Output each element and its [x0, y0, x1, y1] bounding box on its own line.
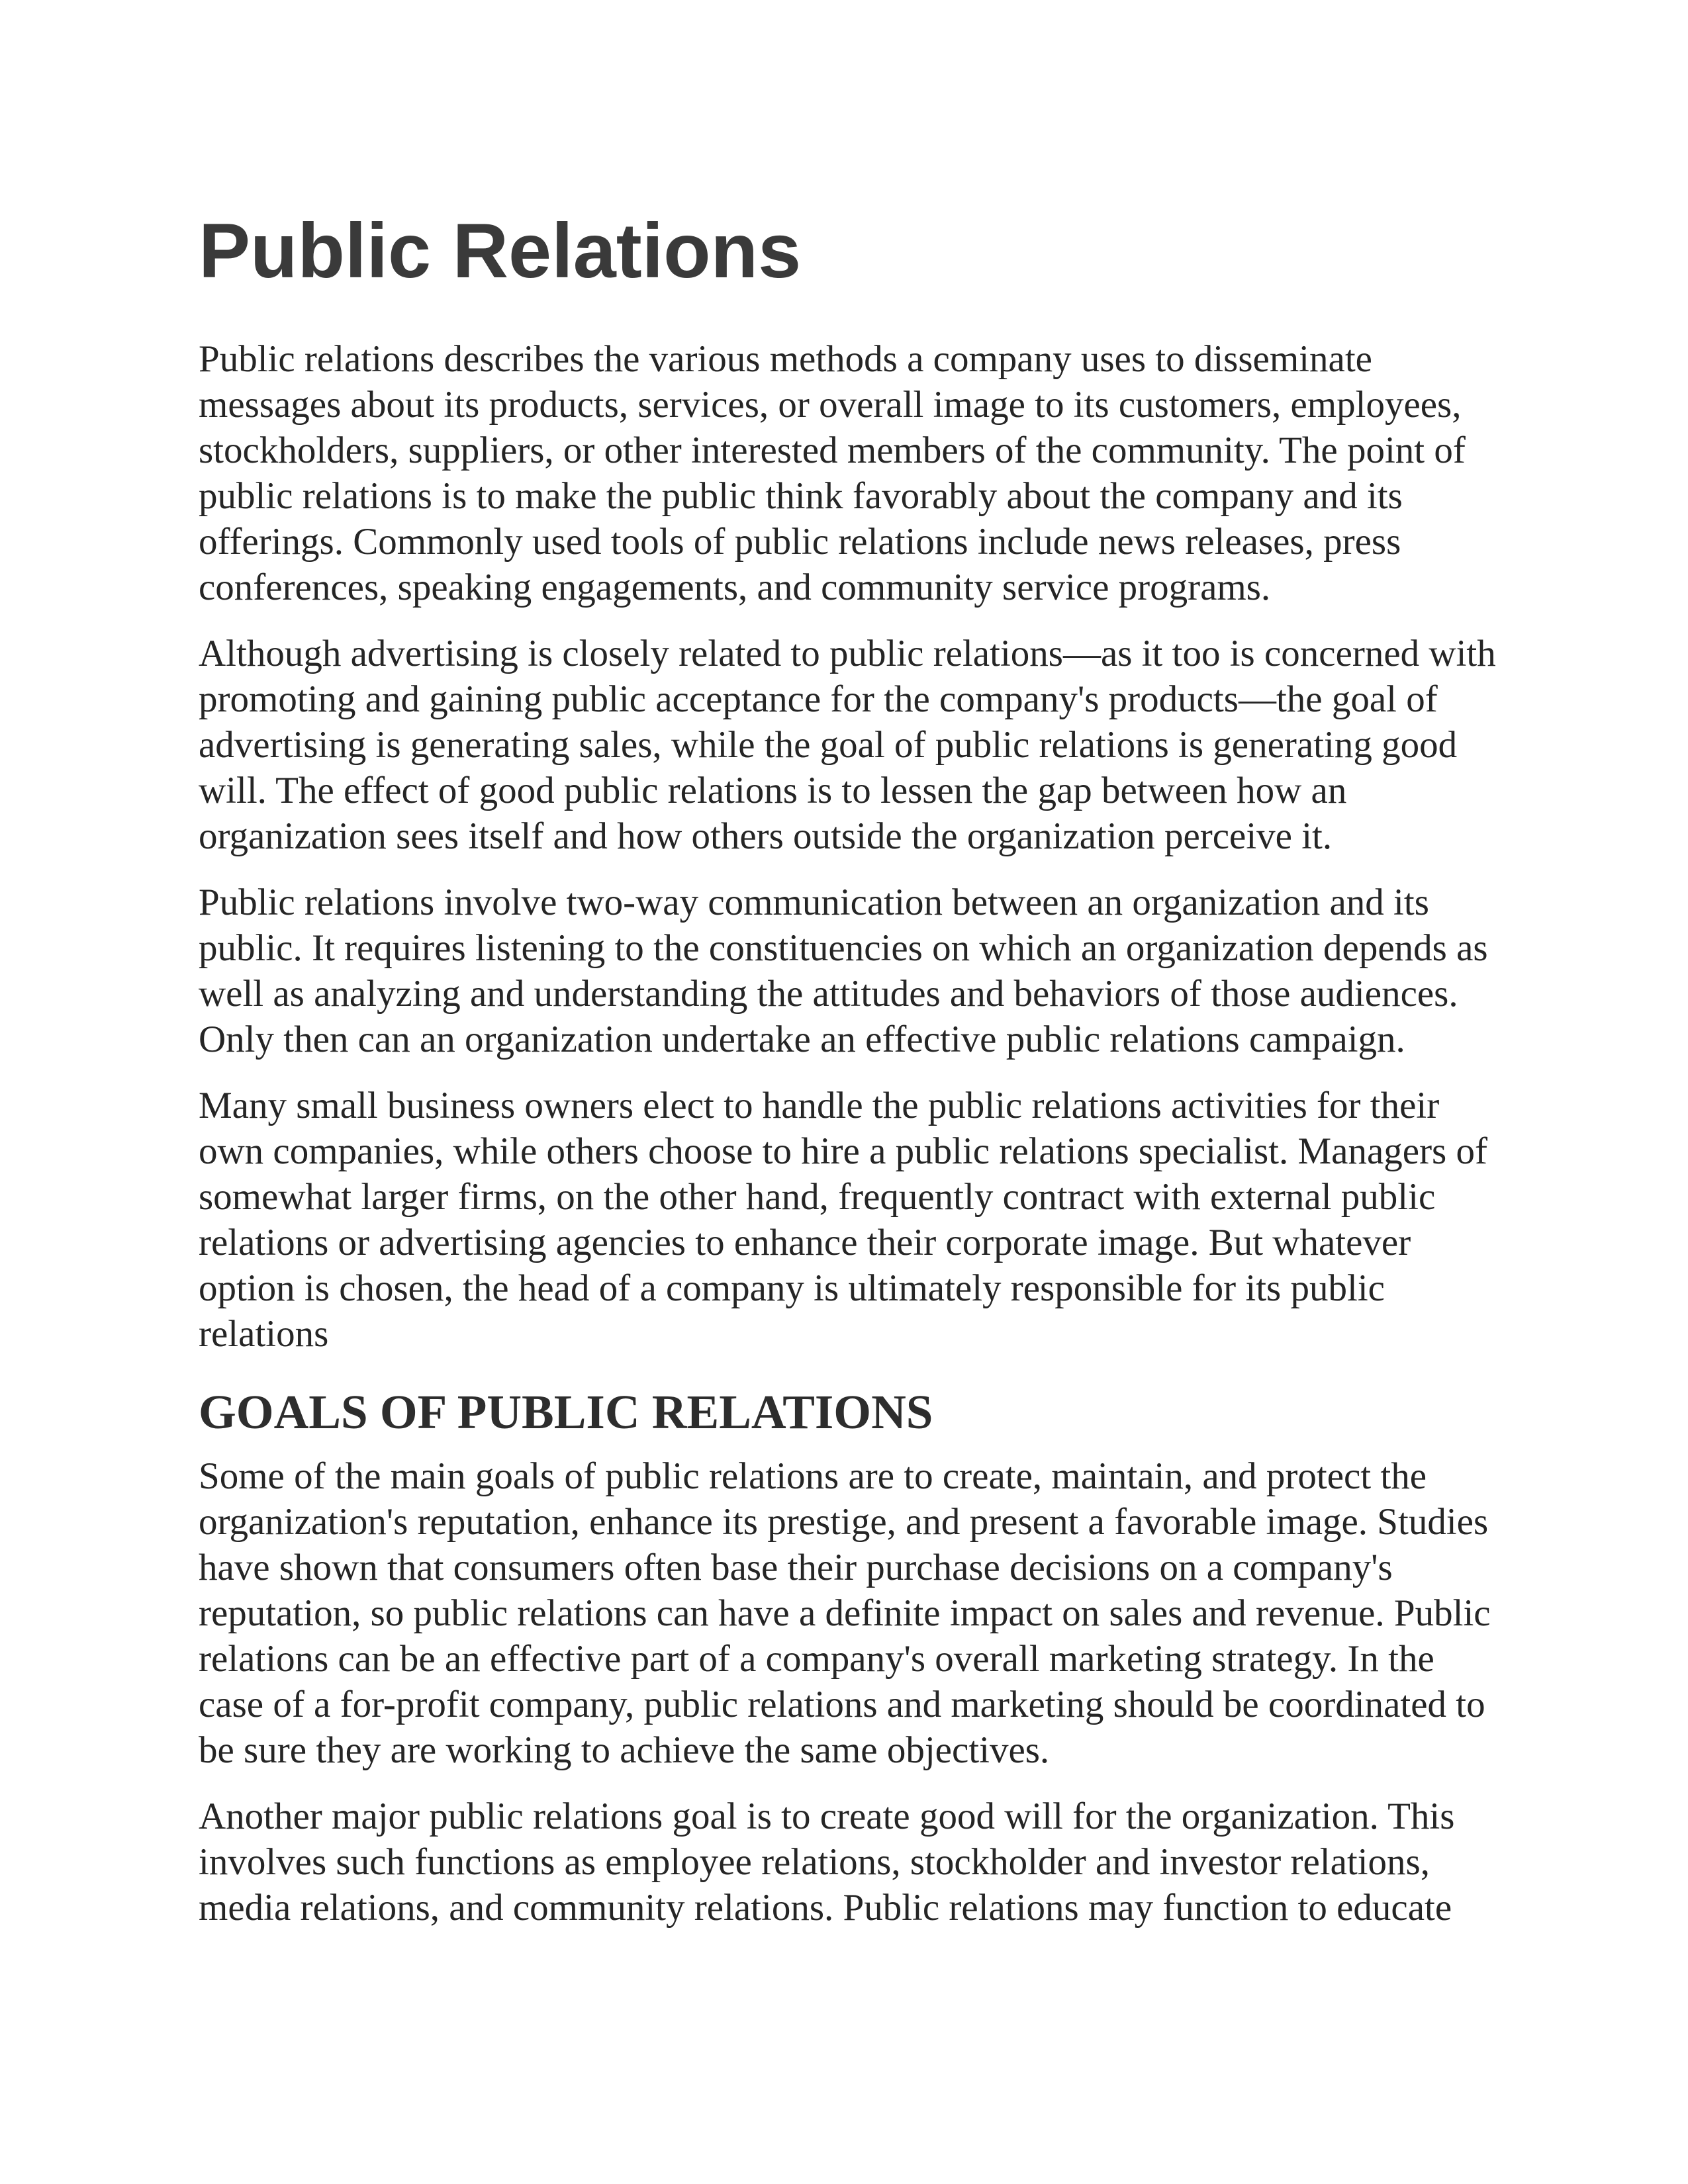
- text-line: well as analyzing and understanding the attitudes and behaviors of those audiences.: [199, 973, 1458, 1015]
- text-line: relations: [199, 1313, 329, 1355]
- text-line: public relations is to make the public think favorably about the company and its: [199, 475, 1403, 517]
- text-line: own companies, while others choose to hire a public relations specialist. Managers of: [199, 1130, 1487, 1172]
- text-line: relations can be an effective part of a company's overall marketing strategy. In the: [199, 1638, 1434, 1680]
- section-heading-goals: GOALS OF PUBLIC RELATIONS: [199, 1385, 933, 1439]
- text-line: Many small business owners elect to handle the public relations activities for their: [199, 1085, 1440, 1126]
- text-line: Some of the main goals of public relations are to create, maintain, and protect the: [199, 1455, 1427, 1497]
- text-line: somewhat larger firms, on the other hand, frequently contract with external public: [199, 1176, 1436, 1218]
- text-line: organization sees itself and how others outside the organization perceive it.: [199, 815, 1333, 857]
- text-line: offerings. Commonly used tools of public relations include news releases, press: [199, 521, 1401, 563]
- text-line: Public relations describes the various methods a company uses to disseminate: [199, 338, 1372, 380]
- text-line: organization's reputation, enhance its prestige, and present a favorable image. Studies: [199, 1501, 1489, 1543]
- text-line: relations or advertising agencies to enhance their corporate image. But whatever: [199, 1222, 1411, 1263]
- paragraph-goals-2: [199, 1794, 1489, 1931]
- text-line: involves such functions as employee relations, stockholder and investor relations,: [199, 1841, 1430, 1883]
- text-line: option is chosen, the head of a company is ultimately responsible for its public: [199, 1267, 1385, 1309]
- paragraph-goals-1: [199, 1453, 1489, 1773]
- paragraph-intro-2: [199, 631, 1496, 859]
- text-line: stockholders, suppliers, or other interested members of the community. The point of: [199, 430, 1466, 471]
- text-line: Public relations involve two-way communication between an organization and its: [199, 882, 1429, 923]
- text-line: advertising is generating sales, while the goal of public relations is generating good: [199, 724, 1458, 766]
- paragraph-intro-3: [199, 880, 1489, 1062]
- text-line: case of a for-profit company, public relations and marketing should be coordinated to: [199, 1684, 1485, 1725]
- text-line: Another major public relations goal is to create good will for the organization. This: [199, 1796, 1455, 1837]
- text-line: conferences, speaking engagements, and community service programs.: [199, 567, 1271, 608]
- text-line: will. The effect of good public relations is to lessen the gap between how an: [199, 770, 1347, 811]
- text-line: public. It requires listening to the constituencies on which an organization depends as: [199, 927, 1488, 969]
- document-title: Public Relations: [199, 207, 802, 294]
- paragraph-intro-1: [199, 336, 1489, 610]
- text-line: media relations, and community relations. Public relations may function to educate: [199, 1887, 1452, 1929]
- text-line: reputation, so public relations can have a definite impact on sales and revenue. Public: [199, 1592, 1491, 1634]
- text-line: be sure they are working to achieve the same objectives.: [199, 1729, 1050, 1771]
- text-line: messages about its products, services, or overall image to its customers, employees,: [199, 384, 1462, 426]
- text-line: Although advertising is closely related to public relations—as it too is concerned with: [199, 633, 1496, 674]
- text-line: Only then can an organization undertake an effective public relations campaign.: [199, 1019, 1405, 1060]
- paragraph-intro-4: [199, 1083, 1489, 1357]
- text-line: have shown that consumers often base their purchase decisions on a company's: [199, 1547, 1393, 1588]
- text-line: promoting and gaining public acceptance for the company's products—the goal of: [199, 678, 1438, 720]
